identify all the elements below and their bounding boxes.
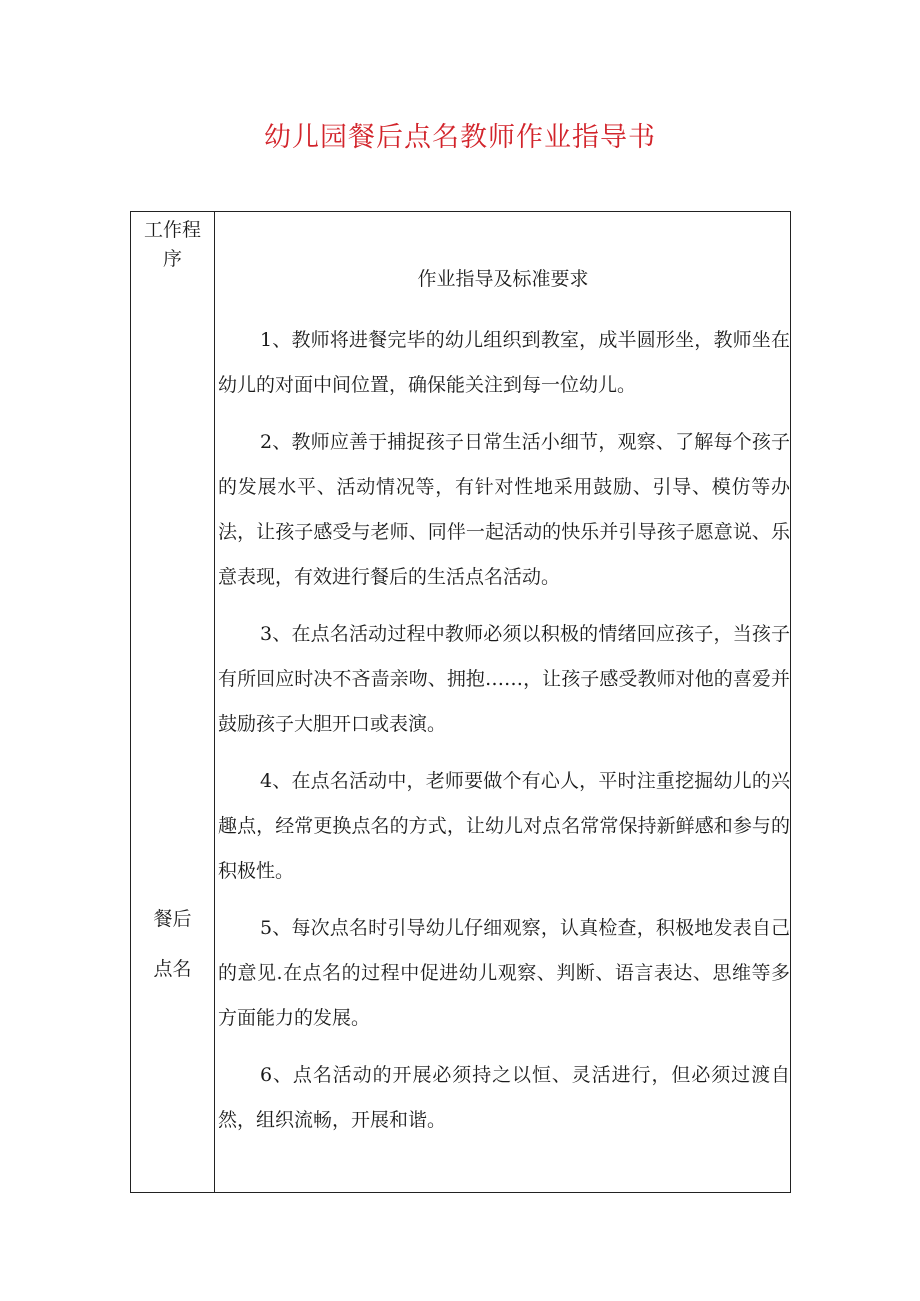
procedure-header-line-1: 工作程 <box>143 219 201 241</box>
procedure-step-line-1: 餐后 <box>153 908 192 930</box>
guidance-table <box>130 211 791 1193</box>
requirements-column-header: 作业指导及标准要求 <box>417 268 589 290</box>
requirement-paragraph: 2、教师应善于捕捉孩子日常生活小细节，观察、了解每个孩子的发展水平、活动情况等，有针对性地采用鼓励、引导、模仿等办法，让孩子感受与老师、同伴一起活动的快乐并引导孩子愿意说、乐意表现，有效进行餐后的生活点名活动。 <box>218 431 790 588</box>
requirement-paragraph: 4、在点名活动中，老师要做个有心人，平时注重挖掘幼儿的兴趣点，经常更换点名的方式，让幼儿对点名常常保持新鲜感和参与的积极性。 <box>218 770 790 882</box>
column-divider <box>214 212 215 1192</box>
procedure-header-line-2: 序 <box>162 248 182 270</box>
procedure-column-header <box>131 216 214 274</box>
requirement-paragraph: 3、在点名活动过程中教师必须以积极的情绪回应孩子，当孩子有所回应时决不吝啬亲吻、拥抱……，让孩子感受教师对他的喜爱并鼓励孩子大胆开口或表演。 <box>218 623 790 735</box>
requirement-paragraph: 5、每次点名时引导幼儿仔细观察，认真检查，积极地发表自己的意见.在点名的过程中促进幼儿观察、判断、语言表达、思维等多方面能力的发展。 <box>218 917 790 1029</box>
requirement-paragraph: 6、点名活动的开展必须持之以恒、灵活进行，但必须过渡自然，组织流畅，开展和谐。 <box>218 1064 790 1131</box>
requirement-paragraph: 1、教师将进餐完毕的幼儿组织到教室，成半圆形坐，教师坐在幼儿的对面中间位置，确保能关注到每一位幼儿。 <box>218 329 790 396</box>
requirements-content <box>218 318 790 1155</box>
procedure-step-cell <box>131 894 214 994</box>
procedure-step-line-2: 点名 <box>153 958 192 980</box>
document-title: 幼儿园餐后点名教师作业指导书 <box>264 122 656 153</box>
